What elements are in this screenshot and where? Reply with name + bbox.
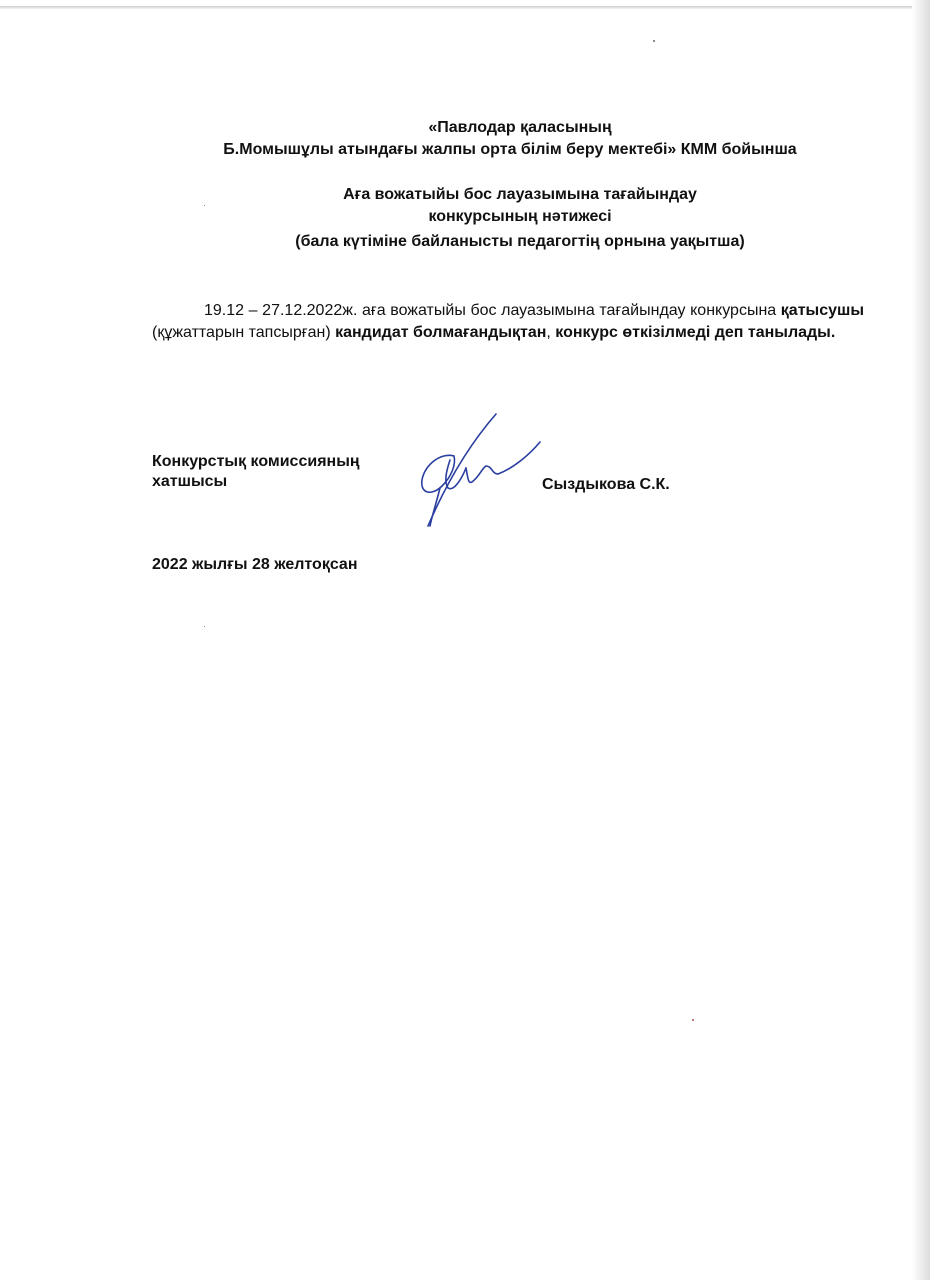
paragraph-text: , [546,324,556,341]
scan-speck [204,626,205,627]
paragraph-emphasis-conclusion: конкурс өткізілмеді деп танылады. [555,324,836,341]
header-line-1: «Павлодар қаласының [428,119,612,136]
result-paragraph [152,300,864,344]
title-line-3: (бала күтіміне байланысты педагогтің орнына уақытша) [295,233,745,250]
paragraph-text: 19.12 – 27.12.2022ж. аға вожатыйы бос лауазымына тағайындау конкурсына [204,302,781,319]
scan-speck [653,40,655,42]
document-date: 2022 жылғы 28 желтоқсан [152,556,358,573]
scan-speck [204,205,205,206]
scan-speck [692,1019,694,1021]
handwritten-signature-icon [410,408,550,533]
commission-role-line-2: хатшысы [152,473,228,490]
title-line-1: Аға вожатыйы бос лауазымына тағайындау [343,186,697,203]
paragraph-emphasis-participant: қатысушы [780,302,864,319]
commission-role-line-1: Конкурстық комиссияның [152,453,360,470]
scan-edge-top [0,6,930,9]
paragraph-text: (құжаттарын тапсырған) [152,324,336,341]
secretary-name: Сыздыкова С.К. [542,476,670,493]
header-line-2: Б.Момышұлы атындағы жалпы орта білім беру мектебі» КММ бойынша [223,141,797,158]
paragraph-emphasis-no-candidate: кандидат болмағандықтан [335,324,547,341]
title-line-2: конкурсының нәтижесі [428,208,612,225]
